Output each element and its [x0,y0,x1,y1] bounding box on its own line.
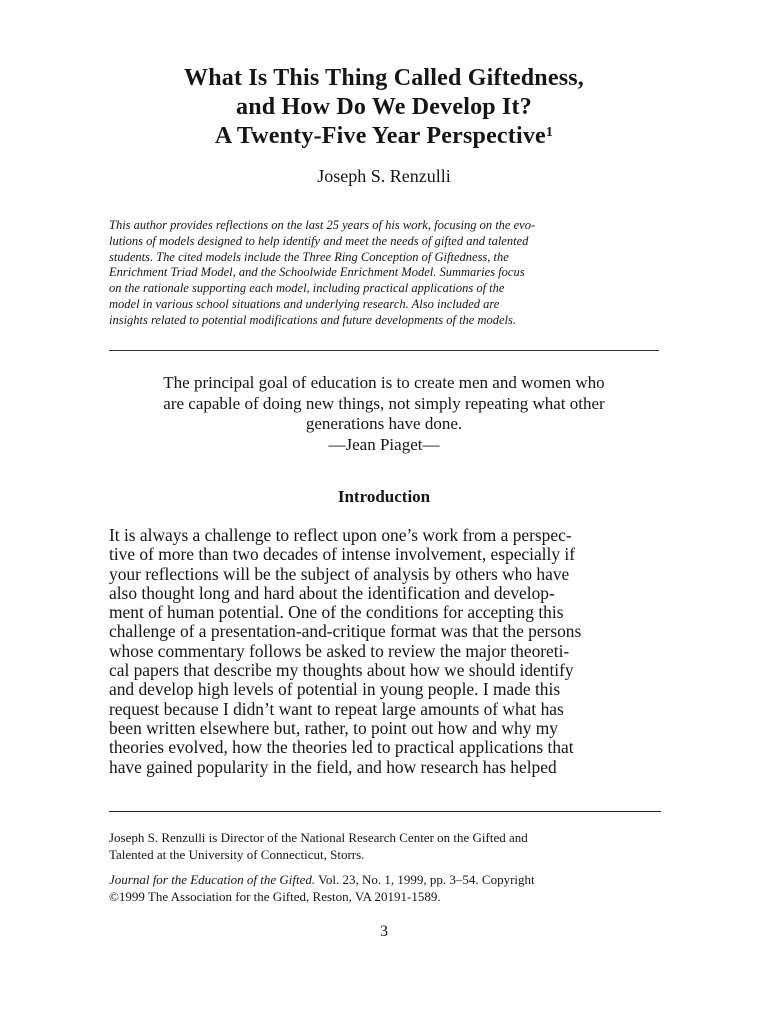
title-line-3 [60,122,708,151]
abstract-line: lutions of models designed to help identify and meet the needs of gifted and talented [109,233,529,248]
body-line: challenge of a presentation-and-critique format was that the persons [109,621,582,642]
abstract-line: Enrichment Triad Model, and the Schoolwide Enrichment Model. Summaries focus [109,265,525,280]
body-line: request because I didn’t want to repeat large amounts of what has [109,698,564,719]
title-line-2: and How Do We Develop It? [236,94,532,120]
abstract-line: students. The cited models include the Three Ring Conception of Giftedness, the [109,249,509,264]
body-line: and develop high levels of potential in young people. I made this [109,679,561,700]
page-number: 3 [380,923,388,940]
epigraph-attribution: —Jean Piaget— [328,434,440,454]
body-line: have gained popularity in the field, and how research has helped [109,756,557,777]
article-title [60,64,708,151]
body-line: been written elsewhere but, rather, to point out how and why my [109,717,558,738]
author-affiliation-note [109,829,669,863]
body-line: cal papers that describe my thoughts about how we should identify [109,660,574,681]
title-footnote-marker: 1 [545,125,554,140]
citation-details: Vol. 23, No. 1, 1999, pp. 3–54. Copyright [315,872,535,887]
body-line: whose commentary follows be asked to review the major theoreti- [109,640,570,661]
section-heading-introduction: Introduction [337,487,431,506]
citation-line-1 [109,871,669,888]
abstract [109,218,659,329]
body-line: also thought long and hard about the identification and develop- [109,582,555,603]
citation-line-2: ©1999 The Association for the Gifted, Reston, VA 20191-1589. [109,889,441,904]
epigraph-line: The principal goal of education is to create men and women who [163,373,605,392]
epigraph-line: generations have done. [305,414,463,433]
journal-name: Journal for the Education of the Gifted. [109,872,316,887]
abstract-line: model in various school situations and underlying research. Also included are [109,296,500,311]
body-paragraph [109,526,661,777]
abstract-line: This author provides reflections on the last 25 years of his work, focusing on the evo- [109,218,536,232]
abstract-line: insights related to potential modifications and future developments of the models. [109,312,517,327]
body-line: your reflections will be the subject of analysis by others who have [109,563,570,584]
body-line: ment of human potential. One of the conditions for accepting this [109,602,564,623]
abstract-line: on the rationale supporting each model, including practical applications of the [109,281,505,296]
epigraph-line: are capable of doing new things, not simply repeating what other [163,393,605,413]
footnote-divider [109,811,661,812]
affiliation-line: Talented at the University of Connecticut, Storrs. [109,847,365,862]
title-line-1: What Is This Thing Called Giftedness, [184,65,584,91]
affiliation-line: Joseph S. Renzulli is Director of the National Research Center on the Gifted and [109,830,528,845]
body-line: theories evolved, how the theories led to practical applications that [109,737,574,758]
abstract-divider [109,350,659,351]
body-line: tive of more than two decades of intense involvement, especially if [109,544,576,565]
title-line-3-text: A Twenty-Five Year Perspective [214,123,546,149]
author-name: Joseph S. Renzulli [317,166,451,186]
epigraph [100,373,668,455]
citation-note [109,871,669,905]
body-line: It is always a challenge to reflect upon one’s work from a perspec- [109,525,572,545]
